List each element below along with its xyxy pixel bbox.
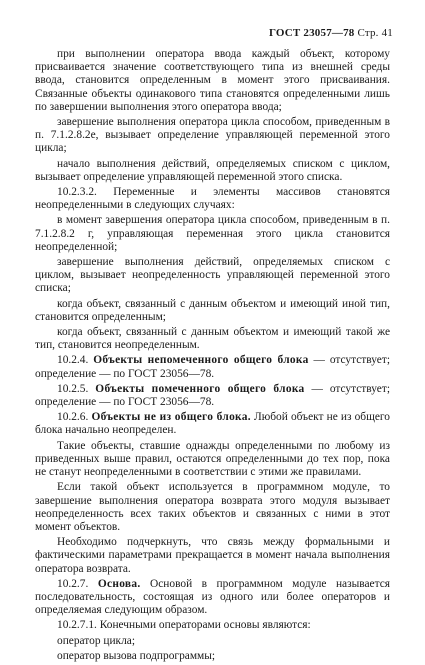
paragraph: Необходимо подчеркнуть, что связь между формальными и фактическими параметрами прекращается в момент начала выполнения оператора возврата. [35,536,390,575]
paragraph: 10.2.7.1. Конечными операторами основы являются: [57,619,311,632]
paragraph: начало выполнения действий, определяемых списком с циклом, вызывает определение управляющей переменной этого списка. [35,157,390,183]
paragraph: в момент завершения оператора цикла способом, приведенным в п. 7.1.2.8.2 г, управляющая переменная этого цикла становится неопределенной; [35,214,390,253]
paragraph: Если такой объект используется в программном модуле, то завершение выполнения оператора возврата этого модуля вызывает неопределенность всех таких объектов и связанных с ними в этот момент объектов. [35,481,390,533]
section-10-2-6: 10.2.6. Объекты не из общего блока. Любой объект не из общего блока начально неопределен. [35,411,390,437]
section-10-2-7: 10.2.7. Основа. Основой в программном модуле называется последовательность, состоящая из одного или более операторов и определяемая следующим образом. [35,577,391,617]
standard-number: ГОСТ 23057—78 [268,27,355,39]
paragraph: когда объект, связанный с данным объектом и имеющий иной тип, становится определенным; [35,297,390,323]
section-10-2-4: 10.2.4. Объекты непомеченного общего блока — отсутствует; определение — по ГОСТ 23056—78. [35,354,390,380]
document-body [35,48,390,665]
page-number: Стр. 41 [357,27,393,39]
section-heading: Объекты не из общего блока. [91,411,251,424]
paragraph: при выполнении оператора ввода каждый объект, которому присваивается значение соответствующего типа из внешней среды ввода, становится определенным в момент этого присваивания. Связанные объекты одинакового типа становятся определенными лишь по завершении выполнения этого оператора ввода; [35,48,390,113]
section-heading: Объекты помеченного общего блока [95,382,305,395]
section-heading: Объекты непомеченного общего блока [93,354,309,367]
paragraph: Такие объекты, ставшие однажды определенными по любому из приведенных выше правил, остаются определенными до тех пор, пока не станут неопределенными в соответствии с этими же правилами. [35,439,390,479]
paragraph: завершение выполнения оператора цикла способом, приведенным в п. 7.1.2.8.2е, вызывает определение управляющей переменной этого цикла; [35,116,390,155]
section-heading: Основа. [97,577,141,590]
paragraph: 10.2.3.2. Переменные и элементы массивов становятся неопределенными в следующих случаях: [35,186,390,212]
paragraph: когда объект, связанный с данным объектом и имеющий такой же тип, становится неопределенным. [35,326,390,352]
page-header [269,27,393,39]
list-item: оператор цикла; [57,634,135,647]
list-item: оператор вызова подпрограммы; [57,649,216,662]
paragraph: завершение выполнения действий, определяемых списком с циклом, вызывает неопределенность управляющей переменной этого списка; [35,256,390,295]
section-10-2-5: 10.2.5. Объекты помеченного общего блока — отсутствует; определение — по ГОСТ 23056—78. [35,382,390,409]
